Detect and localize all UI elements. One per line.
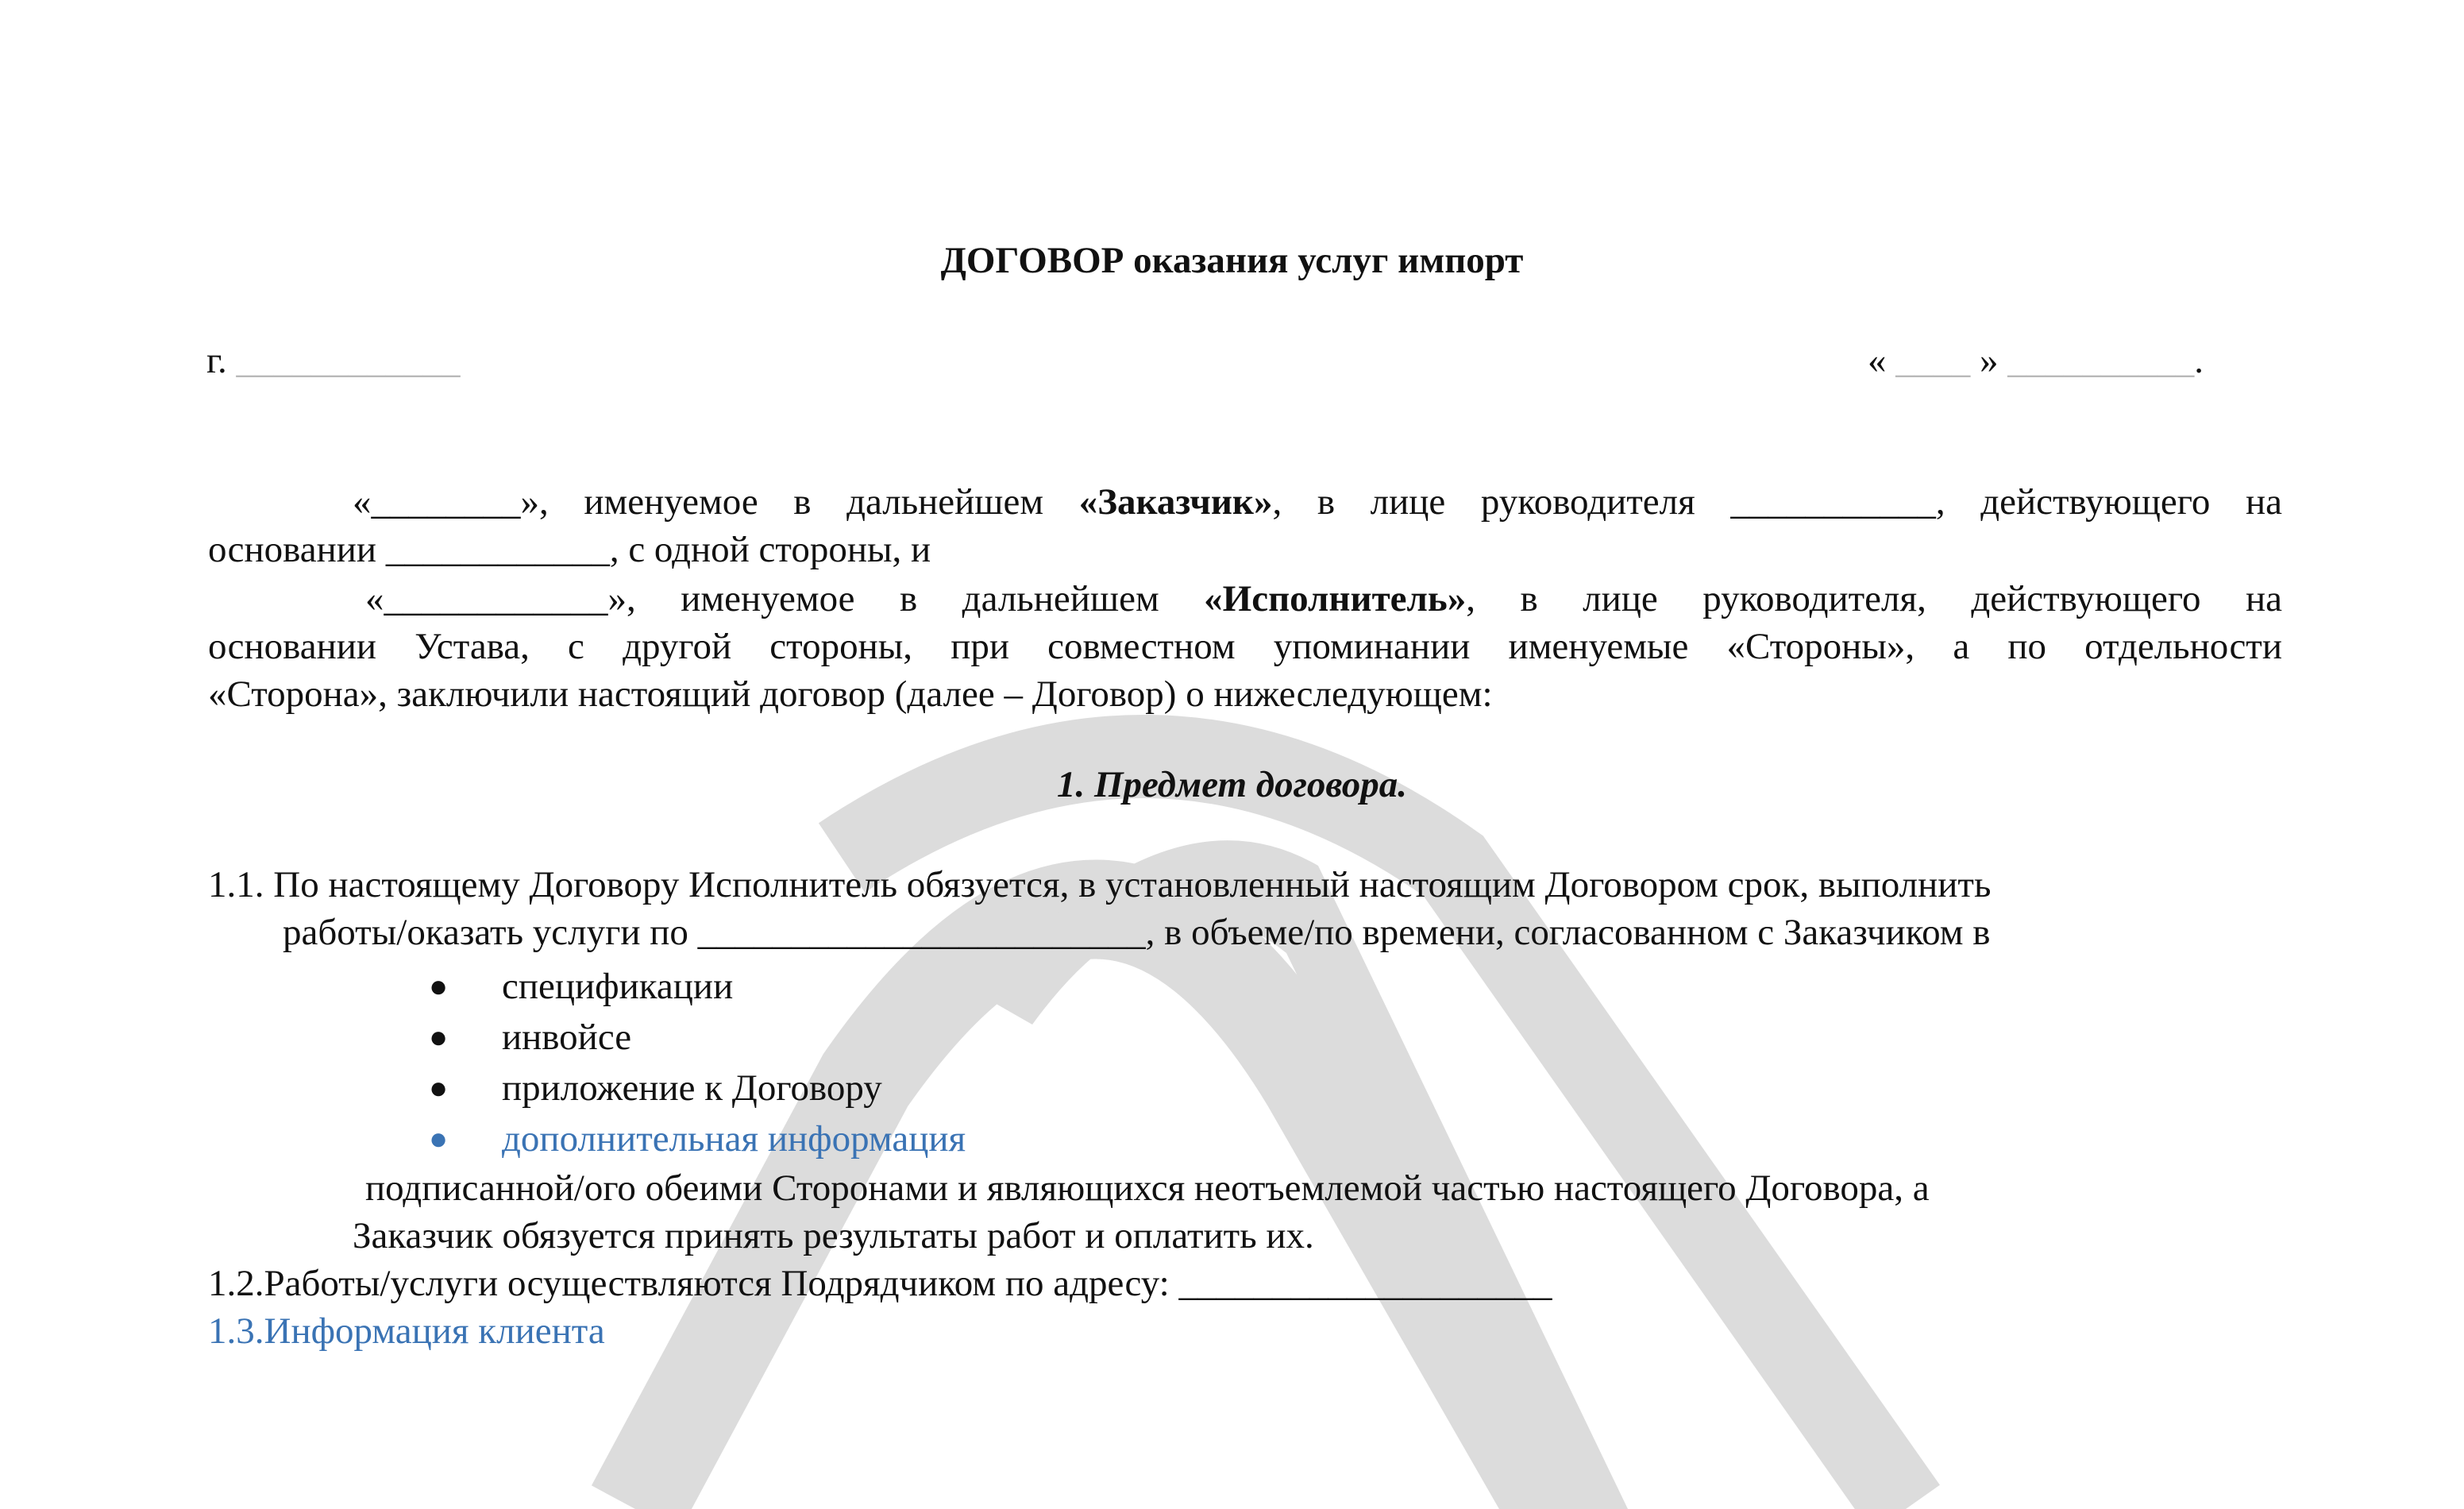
bullet-icon: ●: [429, 1019, 449, 1055]
party1-line2: основании ____________, с одной стороны, и: [208, 529, 931, 570]
date-dot: .: [2194, 340, 2204, 381]
party2-line2: основании Устава, с другой стороны, при совместном упоминании именуемые «Стороны», а по отдельности: [208, 626, 2282, 667]
city-blank: ____________: [236, 340, 461, 381]
date-line: [1868, 337, 2204, 384]
contractor-term: «Исполнитель»: [1204, 578, 1467, 619]
party1-line1: «________», именуемое в дальнейшем «Заказчик», в лице руководителя ___________, действующего на: [353, 481, 2282, 523]
clause-1-1-tail-line1: подписанной/ого обеими Сторонами и являющихся неотъемлемой частью настоящего Договора, а: [365, 1167, 1930, 1209]
clause-1-1-line2: работы/оказать услуги по ________________________, в объеме/по времени, согласованном с Заказчиком в: [283, 912, 1991, 953]
document-title: ДОГОВОР оказания услуг импорт: [940, 240, 1524, 281]
clause-1-1-line1: 1.1. По настоящему Договору Исполнитель обязуется, в установленный настоящим Договором срок, выполнить: [208, 864, 1992, 905]
bullet-icon: ●: [429, 1121, 449, 1156]
clause-1-3-link: 1.3.Информация клиента: [208, 1310, 605, 1352]
bullet-icon: ●: [429, 968, 449, 1004]
bullet-text: инвойсе: [502, 1017, 632, 1058]
date-day-blank: ____: [1895, 340, 1971, 381]
clause-1-1-tail-line2: Заказчик обязуется принять результаты работ и оплатить их.: [353, 1215, 1314, 1256]
bullet-icon: ●: [429, 1070, 449, 1106]
section-heading: 1. Предмет договора.: [1056, 764, 1408, 805]
party2-line3: «Сторона», заключили настоящий договор (далее – Договор) о нижеследующем:: [208, 673, 1493, 715]
date-close-quote: »: [1980, 340, 1999, 381]
city-prefix: г.: [206, 340, 227, 381]
bullet-text: спецификации: [502, 966, 734, 1007]
customer-term: «Заказчик»: [1078, 481, 1273, 523]
clause-1-2: 1.2.Работы/услуги осуществляются Подрядчиком по адресу: ____________________: [208, 1263, 1552, 1304]
party2-line1: «____________», именуемое в дальнейшем «Исполнитель», в лице руководителя, действующего на: [365, 578, 2282, 619]
date-month-blank: __________: [2007, 340, 2195, 381]
bullet-text-highlighted: дополнительная информация: [502, 1118, 966, 1160]
bullet-text: приложение к Договору: [502, 1067, 882, 1109]
city-line: [206, 337, 460, 384]
date-open-quote: «: [1868, 340, 1887, 381]
